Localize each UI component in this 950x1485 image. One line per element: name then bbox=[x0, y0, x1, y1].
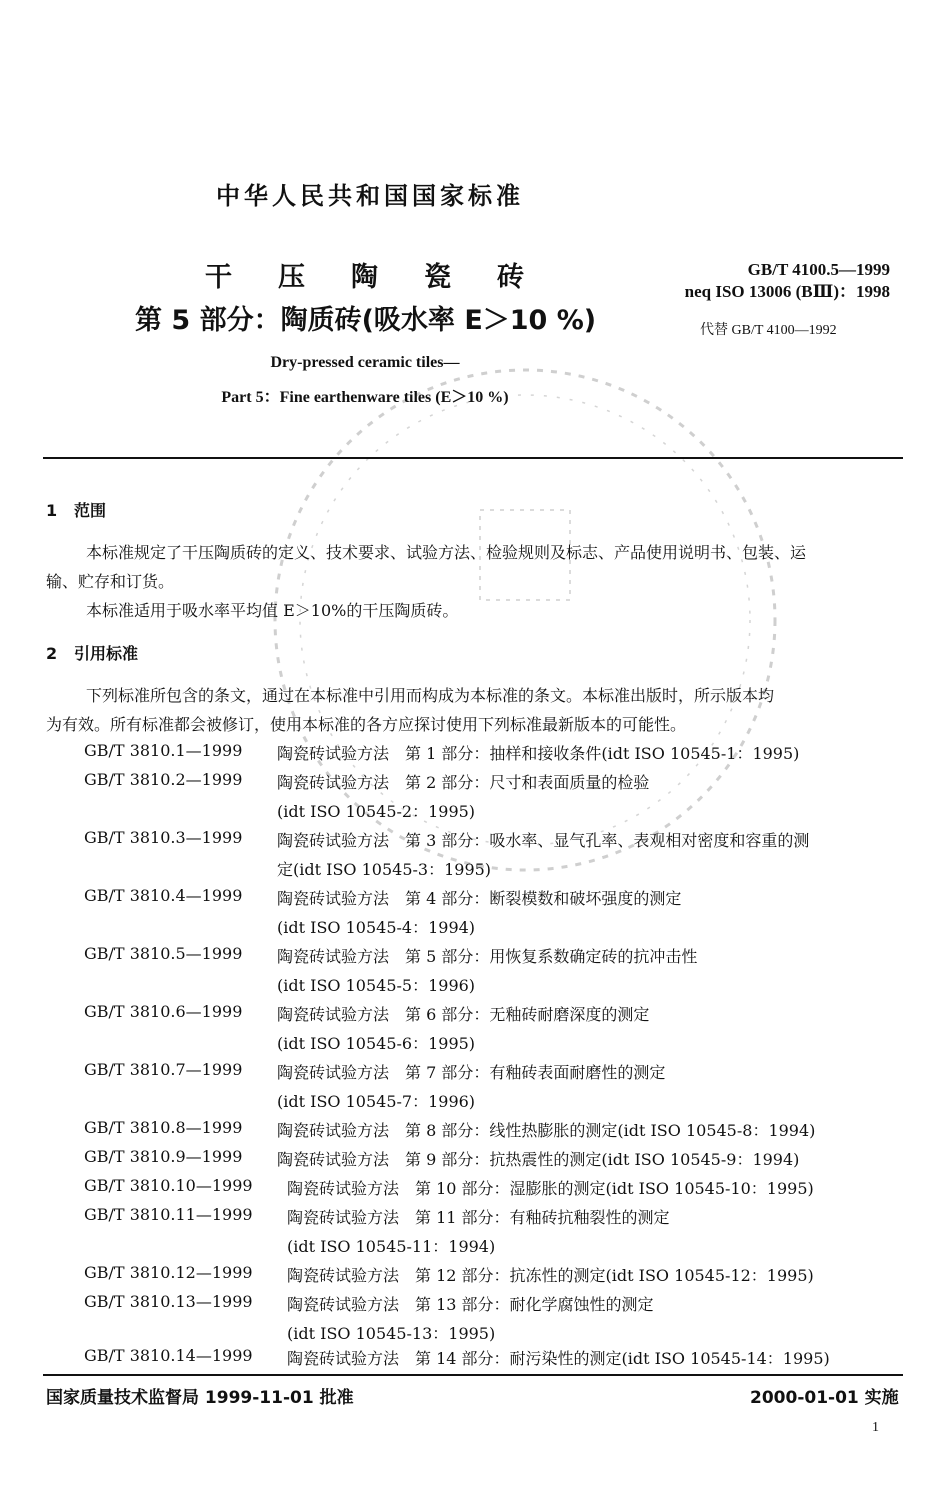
scope-paragraph-line1: 本标准规定了干压陶质砖的定义、技术要求、试验方法、检验规则及标志、产品使用说明书、包装、运 bbox=[86, 543, 807, 562]
effective-date: 2000-01-01 实施 bbox=[750, 1388, 899, 1408]
reference-code: GB/T 3810.3—1999 bbox=[84, 828, 243, 847]
reference-title-continuation: (idt ISO 10545-11：1994) bbox=[287, 1237, 496, 1256]
section-2-number: 2 bbox=[46, 644, 58, 663]
reference-title: 陶瓷砖试验方法 第 14 部分：耐污染性的测定(idt ISO 10545-14：1995) bbox=[287, 1349, 830, 1368]
reference-code: GB/T 3810.2—1999 bbox=[84, 770, 243, 789]
reference-title: 陶瓷砖试验方法 第 7 部分：有釉砖表面耐磨性的测定 bbox=[277, 1063, 666, 1082]
reference-code: GB/T 3810.6—1999 bbox=[84, 1002, 243, 1021]
reference-code: GB/T 3810.14—1999 bbox=[84, 1346, 253, 1365]
reference-code: GB/T 3810.12—1999 bbox=[84, 1263, 253, 1282]
section-1-number: 1 bbox=[46, 501, 58, 520]
reference-title: 陶瓷砖试验方法 第 5 部分：用恢复系数确定砖的抗冲击性 bbox=[277, 947, 698, 966]
section-2-heading bbox=[46, 641, 138, 664]
reference-title: 陶瓷砖试验方法 第 9 部分：抗热震性的测定(idt ISO 10545-9：1994) bbox=[277, 1150, 800, 1169]
replaces-standard: 代替 GB/T 4100—1992 bbox=[700, 323, 837, 338]
national-standard-title: 中华人民共和国国家标准 bbox=[216, 182, 524, 210]
standard-main-title: 干压陶瓷砖 bbox=[205, 262, 570, 293]
reference-title: 陶瓷砖试验方法 第 4 部分：断裂模数和破坏强度的测定 bbox=[277, 889, 682, 908]
section-2-title: 引用标准 bbox=[74, 644, 139, 663]
standard-number-block bbox=[680, 259, 890, 303]
reference-code: GB/T 3810.7—1999 bbox=[84, 1060, 243, 1079]
english-title-line2: Part 5：Fine earthenware tiles (E＞10 %) bbox=[221, 389, 509, 406]
reference-title-continuation: 定(idt ISO 10545-3：1995) bbox=[277, 860, 492, 879]
english-title-line1: Dry-pressed ceramic tiles— bbox=[270, 354, 460, 371]
reference-title-continuation: (idt ISO 10545-6：1995) bbox=[277, 1034, 476, 1053]
reference-title: 陶瓷砖试验方法 第 6 部分：无釉砖耐磨深度的测定 bbox=[277, 1005, 650, 1024]
reference-title: 陶瓷砖试验方法 第 12 部分：抗冻性的测定(idt ISO 10545-12：1995) bbox=[287, 1266, 814, 1285]
standard-number: GB/T 4100.5—1999 bbox=[747, 260, 890, 279]
reference-title: 陶瓷砖试验方法 第 3 部分：吸水率、显气孔率、表观相对密度和容重的测 bbox=[277, 831, 810, 850]
reference-title-continuation: (idt ISO 10545-13：1995) bbox=[287, 1324, 496, 1343]
standard-subtitle: 第 5 部分：陶质砖(吸水率 E＞10 %) bbox=[135, 305, 597, 336]
scope-paragraph-line2: 输、贮存和订货。 bbox=[46, 572, 175, 591]
reference-title: 陶瓷砖试验方法 第 2 部分：尺寸和表面质量的检验 bbox=[277, 773, 650, 792]
reference-code: GB/T 3810.9—1999 bbox=[84, 1147, 243, 1166]
references-intro-line2: 为有效。所有标准都会被修订，使用本标准的各方应探讨使用下列标准最新版本的可能性。 bbox=[46, 715, 687, 734]
section-1-heading bbox=[46, 498, 106, 521]
reference-code: GB/T 3810.4—1999 bbox=[84, 886, 243, 905]
footer-divider bbox=[43, 1374, 903, 1376]
reference-code: GB/T 3810.11—1999 bbox=[84, 1205, 253, 1224]
approval-statement: 国家质量技术监督局 1999-11-01 批准 bbox=[46, 1388, 354, 1408]
reference-title: 陶瓷砖试验方法 第 8 部分：线性热膨胀的测定(idt ISO 10545-8：1994) bbox=[277, 1121, 816, 1140]
scope-applicability: 本标准适用于吸水率平均值 E＞10%的干压陶质砖。 bbox=[86, 601, 459, 620]
header-divider bbox=[43, 457, 903, 459]
page-number: 1 bbox=[872, 1420, 879, 1435]
reference-code: GB/T 3810.13—1999 bbox=[84, 1292, 253, 1311]
reference-code: GB/T 3810.8—1999 bbox=[84, 1118, 243, 1137]
reference-title: 陶瓷砖试验方法 第 13 部分：耐化学腐蚀性的测定 bbox=[287, 1295, 654, 1314]
reference-title-continuation: (idt ISO 10545-5：1996) bbox=[277, 976, 476, 995]
reference-code: GB/T 3810.10—1999 bbox=[84, 1176, 253, 1195]
reference-title-continuation: (idt ISO 10545-4：1994) bbox=[277, 918, 476, 937]
reference-title-continuation: (idt ISO 10545-7：1996) bbox=[277, 1092, 476, 1111]
reference-title: 陶瓷砖试验方法 第 10 部分：湿膨胀的测定(idt ISO 10545-10：1995) bbox=[287, 1179, 814, 1198]
section-1-title: 范围 bbox=[74, 501, 107, 520]
reference-code: GB/T 3810.1—1999 bbox=[84, 741, 243, 760]
references-intro-line1: 下列标准所包含的条文，通过在本标准中引用而构成为本标准的条文。本标准出版时，所示版本均 bbox=[86, 686, 775, 705]
reference-title-continuation: (idt ISO 10545-2：1995) bbox=[277, 802, 476, 821]
reference-title: 陶瓷砖试验方法 第 11 部分：有釉砖抗釉裂性的测定 bbox=[287, 1208, 670, 1227]
equivalent-standard: neq ISO 13006 (BⅢ)：1998 bbox=[684, 282, 890, 301]
reference-title: 陶瓷砖试验方法 第 1 部分：抽样和接收条件(idt ISO 10545-1：1995) bbox=[277, 744, 800, 763]
reference-code: GB/T 3810.5—1999 bbox=[84, 944, 243, 963]
